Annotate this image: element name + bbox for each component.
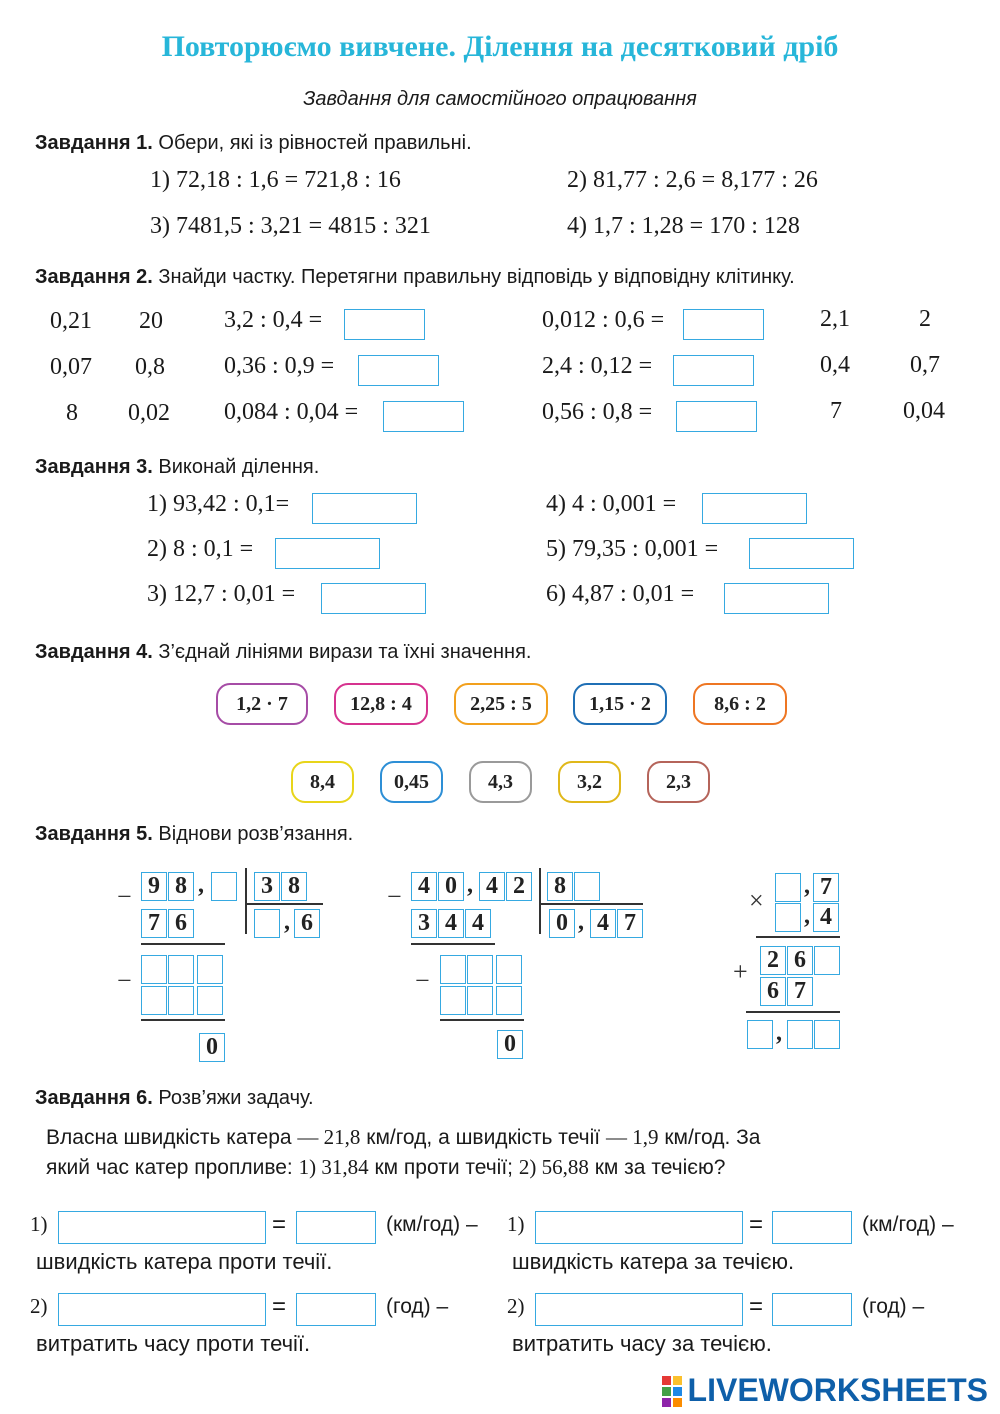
task3-answer-input[interactable] bbox=[702, 493, 807, 524]
task3-answer-input[interactable] bbox=[724, 583, 829, 614]
task3-answer-input[interactable] bbox=[312, 493, 417, 524]
minus-sign: − bbox=[117, 966, 132, 995]
task1-option-4[interactable]: 4) 1,7 : 1,28 = 170 : 128 bbox=[567, 213, 800, 239]
value-pill[interactable]: 0,45 bbox=[380, 761, 443, 803]
digit-input-cell[interactable] bbox=[141, 955, 167, 984]
step-number: 2) bbox=[30, 1294, 48, 1318]
digit-input-cell[interactable] bbox=[168, 955, 194, 984]
task5-heading: Завдання 5. Віднови розв’язання. bbox=[35, 823, 354, 845]
task3-expression: 2) 8 : 0,1 = bbox=[147, 536, 254, 562]
answer-chip[interactable]: 0,8 bbox=[135, 354, 165, 380]
digit-cell: 6 bbox=[294, 909, 320, 938]
digit-input-cell[interactable] bbox=[141, 986, 167, 1015]
liveworksheets-logo bbox=[662, 1372, 988, 1409]
plus-sign: + bbox=[733, 957, 748, 986]
expression-pill[interactable]: 12,8 : 4 bbox=[334, 683, 428, 725]
divider-line bbox=[541, 903, 643, 905]
digit-cell: 2 bbox=[760, 946, 786, 975]
value-pill[interactable]: 4,3 bbox=[469, 761, 532, 803]
task3-expression: 4) 4 : 0,001 = bbox=[546, 491, 677, 517]
digit-input-cell[interactable] bbox=[467, 986, 493, 1015]
step-number: 1) bbox=[30, 1212, 48, 1236]
digit-cell: 7 bbox=[141, 909, 167, 938]
unit-label: (км/год) – bbox=[862, 1213, 954, 1236]
digit-cell: 0 bbox=[199, 1033, 225, 1062]
task1-heading: Завдання 1. Обери, які із рівностей правильні. bbox=[35, 132, 472, 154]
unit-label: (год) – bbox=[386, 1295, 449, 1318]
digit-input-cell[interactable] bbox=[747, 1020, 773, 1049]
digit-cell: 7 bbox=[813, 873, 839, 902]
task2-heading: Завдання 2. Знайди частку. Перетягни правильну відповідь у відповідну клітинку. bbox=[35, 266, 795, 288]
result-description: витратить часу проти течії. bbox=[36, 1331, 311, 1356]
problem-text-line-1: Власна швидкість катера — 21,8 км/год, а швидкість течії — 1,9 км/год. За bbox=[46, 1125, 761, 1149]
comma: , bbox=[804, 903, 810, 929]
digit-cell: 8 bbox=[168, 872, 194, 901]
logo-grid-icon bbox=[662, 1376, 684, 1406]
digit-cell: 8 bbox=[281, 872, 307, 901]
digit-input-cell[interactable] bbox=[254, 909, 280, 938]
digit-input-cell[interactable] bbox=[197, 955, 223, 984]
result-input[interactable] bbox=[296, 1293, 376, 1326]
digit-input-cell[interactable] bbox=[814, 946, 840, 975]
unit-label: (км/год) – bbox=[386, 1213, 478, 1236]
task3-answer-input[interactable] bbox=[321, 583, 426, 614]
expression-pill[interactable]: 1,15 · 2 bbox=[573, 683, 667, 725]
result-description: швидкість катера проти течії. bbox=[36, 1249, 333, 1274]
answer-chip[interactable]: 0,07 bbox=[50, 354, 92, 380]
digit-cell: 0 bbox=[497, 1030, 523, 1059]
equals-sign: = bbox=[272, 1211, 287, 1238]
digit-cell: 7 bbox=[787, 977, 813, 1006]
digit-input-cell[interactable] bbox=[787, 1020, 813, 1049]
divider-line bbox=[411, 943, 495, 945]
digit-cell: 0 bbox=[438, 872, 464, 901]
digit-cell: 7 bbox=[617, 909, 643, 938]
task3-expression: 6) 4,87 : 0,01 = bbox=[546, 581, 695, 607]
times-sign: × bbox=[749, 886, 764, 915]
expression-input[interactable] bbox=[58, 1293, 266, 1326]
answer-chip[interactable]: 8 bbox=[66, 400, 78, 426]
equals-sign: = bbox=[272, 1293, 287, 1320]
expression-pill[interactable]: 8,6 : 2 bbox=[693, 683, 787, 725]
digit-input-cell[interactable] bbox=[775, 873, 801, 902]
result-input[interactable] bbox=[772, 1211, 852, 1244]
digit-input-cell[interactable] bbox=[574, 872, 600, 901]
equals-sign: = bbox=[749, 1211, 764, 1238]
divider-line bbox=[756, 936, 840, 938]
result-description: швидкість катера за течією. bbox=[512, 1249, 795, 1274]
answer-chip[interactable]: 0,7 bbox=[910, 352, 940, 378]
equals-sign: = bbox=[749, 1293, 764, 1320]
task2-drop-box[interactable] bbox=[358, 355, 439, 386]
digit-input-cell[interactable] bbox=[496, 986, 522, 1015]
value-pill[interactable]: 8,4 bbox=[291, 761, 354, 803]
digit-input-cell[interactable] bbox=[440, 955, 466, 984]
task2-drop-box[interactable] bbox=[673, 355, 754, 386]
step-number: 2) bbox=[507, 1294, 525, 1318]
digit-cell: 6 bbox=[168, 909, 194, 938]
divider-line bbox=[245, 868, 247, 934]
task3-expression: 3) 12,7 : 0,01 = bbox=[147, 581, 296, 607]
task1-option-1[interactable]: 1) 72,18 : 1,6 = 721,8 : 16 bbox=[150, 167, 401, 193]
minus-sign: − bbox=[117, 882, 132, 911]
page-title: Повторюємо вивчене. Ділення на десятковий дріб bbox=[161, 30, 839, 63]
digit-cell: 3 bbox=[254, 872, 280, 901]
digit-cell: 4 bbox=[479, 872, 505, 901]
expression-input[interactable] bbox=[58, 1211, 266, 1244]
answer-chip[interactable]: 0,4 bbox=[820, 352, 850, 378]
task3-answer-input[interactable] bbox=[275, 538, 380, 569]
digit-cell: 4 bbox=[438, 909, 464, 938]
step-number: 1) bbox=[507, 1212, 525, 1236]
task2-expression: 0,36 : 0,9 = bbox=[224, 353, 335, 379]
comma: , bbox=[776, 1020, 782, 1046]
expression-input[interactable] bbox=[535, 1293, 743, 1326]
comma: , bbox=[284, 909, 290, 935]
divider-line bbox=[746, 1011, 840, 1013]
result-input[interactable] bbox=[296, 1211, 376, 1244]
comma: , bbox=[804, 873, 810, 899]
task4-heading: Завдання 4. З’єднай лініями вирази та їхні значення. bbox=[35, 641, 532, 663]
task2-drop-box[interactable] bbox=[383, 401, 464, 432]
digit-cell: 3 bbox=[411, 909, 437, 938]
digit-input-cell[interactable] bbox=[775, 903, 801, 932]
task3-expression: 1) 93,42 : 0,1= bbox=[147, 491, 290, 517]
result-description: витратить часу за течією. bbox=[512, 1331, 772, 1356]
comma: , bbox=[467, 872, 473, 898]
divider-line bbox=[539, 868, 541, 934]
answer-chip[interactable]: 0,04 bbox=[903, 398, 945, 424]
comma: , bbox=[578, 909, 584, 935]
task2-drop-box[interactable] bbox=[344, 309, 425, 340]
minus-sign: − bbox=[415, 966, 430, 995]
answer-chip[interactable]: 2,1 bbox=[820, 306, 850, 332]
digit-input-cell[interactable] bbox=[211, 872, 237, 901]
digit-cell: 9 bbox=[141, 872, 167, 901]
answer-chip[interactable]: 0,02 bbox=[128, 400, 170, 426]
unit-label: (год) – bbox=[862, 1295, 925, 1318]
digit-input-cell[interactable] bbox=[168, 986, 194, 1015]
digit-cell: 4 bbox=[411, 872, 437, 901]
digit-cell: 6 bbox=[760, 977, 786, 1006]
task2-drop-box[interactable] bbox=[676, 401, 757, 432]
digit-input-cell[interactable] bbox=[496, 955, 522, 984]
divider-line bbox=[141, 943, 225, 945]
task2-drop-box[interactable] bbox=[683, 309, 764, 340]
digit-cell: 8 bbox=[547, 872, 573, 901]
task2-expression: 2,4 : 0,12 = bbox=[542, 353, 653, 379]
task2-expression: 0,56 : 0,8 = bbox=[542, 399, 653, 425]
digit-cell: 4 bbox=[590, 909, 616, 938]
answer-chip[interactable]: 7 bbox=[830, 398, 842, 424]
task3-answer-input[interactable] bbox=[749, 538, 854, 569]
digit-cell: 6 bbox=[787, 946, 813, 975]
answer-chip[interactable]: 0,21 bbox=[50, 308, 92, 334]
value-pill[interactable]: 2,3 bbox=[647, 761, 710, 803]
task1-option-3[interactable]: 3) 7481,5 : 3,21 = 4815 : 321 bbox=[150, 213, 431, 239]
minus-sign: − bbox=[387, 882, 402, 911]
divider-line bbox=[440, 1019, 524, 1021]
page-subtitle: Завдання для самостійного опрацювання bbox=[303, 88, 697, 110]
digit-input-cell[interactable] bbox=[197, 986, 223, 1015]
digit-cell: 2 bbox=[506, 872, 532, 901]
result-input[interactable] bbox=[772, 1293, 852, 1326]
expression-pill[interactable]: 1,2 · 7 bbox=[216, 683, 308, 725]
task1-option-2[interactable]: 2) 81,77 : 2,6 = 8,177 : 26 bbox=[567, 167, 818, 193]
expression-input[interactable] bbox=[535, 1211, 743, 1244]
divider-line bbox=[141, 1019, 225, 1021]
problem-text-line-2: який час катер пропливе: 1) 31,84 км проти течії; 2) 56,88 км за течією? bbox=[46, 1155, 726, 1179]
task2-expression: 0,012 : 0,6 = bbox=[542, 307, 665, 333]
logo-text: LIVEWORKSHEETS bbox=[687, 1372, 988, 1408]
answer-chip[interactable]: 20 bbox=[139, 308, 163, 334]
answer-chip[interactable]: 2 bbox=[919, 306, 931, 332]
digit-input-cell[interactable] bbox=[814, 1020, 840, 1049]
expression-pill[interactable]: 2,25 : 5 bbox=[454, 683, 548, 725]
comma: , bbox=[198, 872, 204, 898]
digit-cell: 4 bbox=[813, 903, 839, 932]
task2-expression: 3,2 : 0,4 = bbox=[224, 307, 323, 333]
task6-heading: Завдання 6. Розв’яжи задачу. bbox=[35, 1087, 314, 1109]
digit-input-cell[interactable] bbox=[467, 955, 493, 984]
digit-cell: 4 bbox=[465, 909, 491, 938]
digit-input-cell[interactable] bbox=[440, 986, 466, 1015]
task3-expression: 5) 79,35 : 0,001 = bbox=[546, 536, 719, 562]
task2-expression: 0,084 : 0,04 = bbox=[224, 399, 359, 425]
digit-cell: 0 bbox=[549, 909, 575, 938]
value-pill[interactable]: 3,2 bbox=[558, 761, 621, 803]
divider-line bbox=[247, 903, 323, 905]
task3-heading: Завдання 3. Виконай ділення. bbox=[35, 456, 320, 478]
